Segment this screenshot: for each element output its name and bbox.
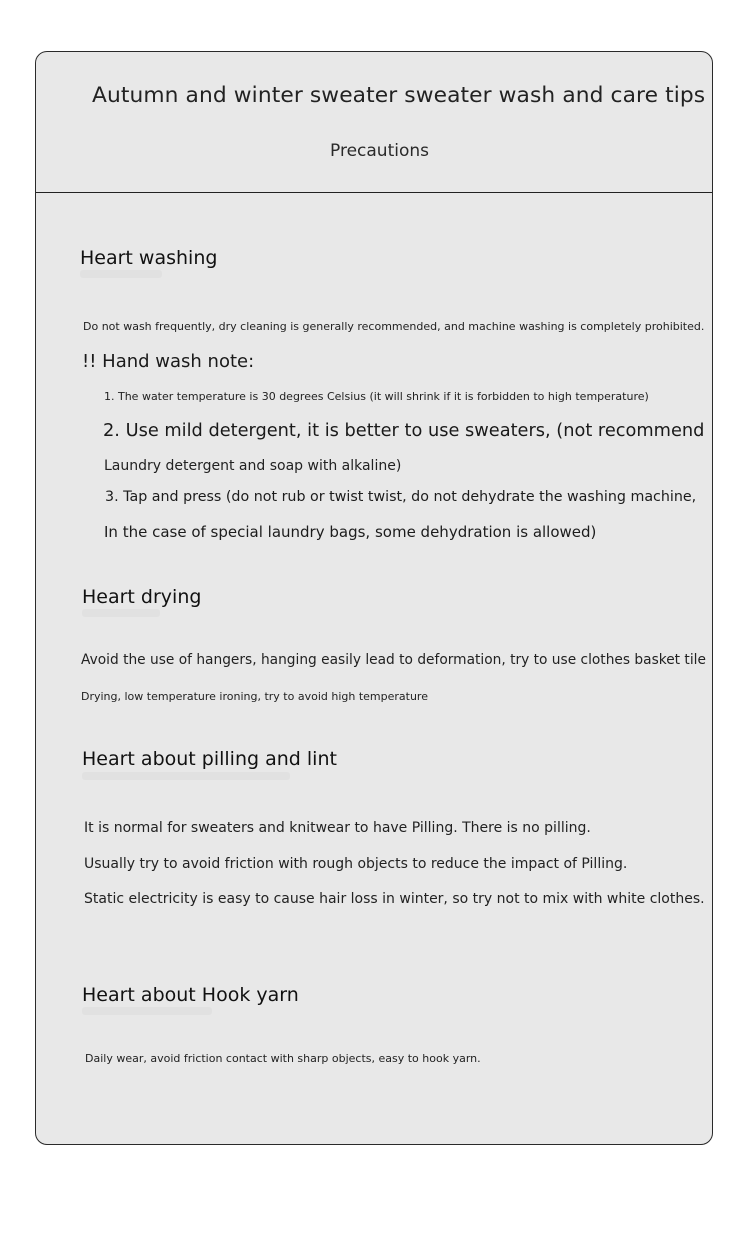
hook-yarn-heading-shadow — [82, 1007, 212, 1015]
wash-item-1: 1. The water temperature is 30 degrees Celsius (it will shrink if it is forbidden to high temperature) — [104, 390, 649, 403]
wash-item-3-line-1: 3. Tap and press (do not rub or twist twist, do not dehydrate the washing machine, — [105, 489, 697, 505]
header-divider — [36, 192, 712, 193]
drying-heading: Heart drying — [82, 586, 202, 608]
washing-heading: Heart washing — [80, 247, 218, 269]
page-subtitle: Precautions — [330, 141, 429, 161]
washing-intro: Do not wash frequently, dry cleaning is generally recommended, and machine washing is completely prohibited. — [83, 320, 705, 333]
drying-line-1: Avoid the use of hangers, hanging easily lead to deformation, try to use clothes basket tile — [81, 652, 706, 668]
care-tips-card — [35, 51, 713, 1145]
drying-heading-shadow — [82, 609, 160, 617]
pilling-line-2: Usually try to avoid friction with rough objects to reduce the impact of Pilling. — [84, 856, 628, 872]
washing-heading-shadow — [80, 270, 162, 278]
wash-item-2-line-2: Laundry detergent and soap with alkaline) — [104, 458, 402, 474]
drying-line-2: Drying, low temperature ironing, try to avoid high temperature — [81, 690, 428, 703]
hook-yarn-line-1: Daily wear, avoid friction contact with sharp objects, easy to hook yarn. — [85, 1052, 481, 1065]
page-title: Autumn and winter sweater sweater wash and care tips — [92, 83, 706, 108]
pilling-line-1: It is normal for sweaters and knitwear to have Pilling. There is no pilling. — [84, 820, 591, 836]
pilling-line-3: Static electricity is easy to cause hair loss in winter, so try not to mix with white clothes. — [84, 891, 705, 907]
hook-yarn-heading: Heart about Hook yarn — [82, 984, 299, 1006]
wash-item-2-line-1: 2. Use mild detergent, it is better to use sweaters, (not recommend — [103, 421, 705, 441]
wash-item-3-line-2: In the case of special laundry bags, some dehydration is allowed) — [104, 523, 597, 541]
hand-wash-note-heading: !! Hand wash note: — [82, 351, 255, 372]
pilling-heading: Heart about pilling and lint — [82, 748, 337, 770]
pilling-heading-shadow — [82, 772, 290, 780]
